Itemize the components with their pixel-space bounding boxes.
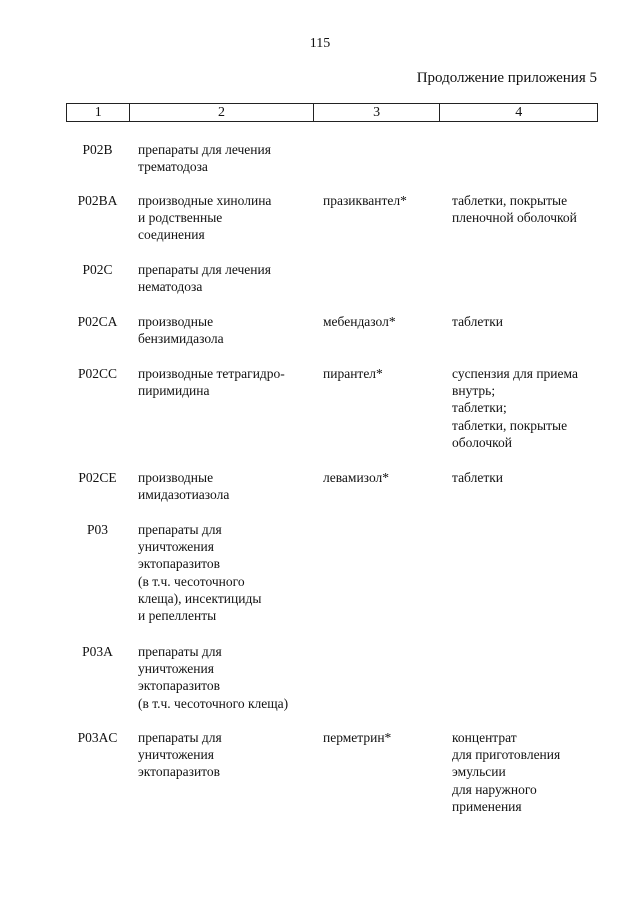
dosage-form-cell-line: таблетки — [452, 470, 504, 485]
dosage-form-cell-line: применения — [452, 798, 522, 814]
description-cell — [138, 313, 318, 347]
dosage-form-cell-line: таблетки; — [452, 400, 507, 416]
dosage-form-cell-line: эмульсии — [452, 764, 506, 780]
description-cell-line: эктопаразитов — [138, 764, 221, 780]
dosage-form-cell — [452, 313, 602, 330]
table-header — [66, 103, 598, 122]
dosage-form-cell-line: таблетки — [452, 314, 504, 329]
drug-name-cell-line: празиквантел* — [323, 193, 407, 208]
description-cell-line: (в т.ч. чесоточного — [138, 573, 245, 589]
atc-code-cell: P03A — [82, 644, 113, 659]
description-cell — [138, 365, 318, 399]
drug-name-cell-line: мебендазол* — [323, 314, 396, 329]
dosage-form-cell — [452, 729, 602, 815]
header-col-4: 4 — [440, 104, 598, 121]
drug-name-cell-line: пирантел* — [323, 366, 383, 381]
atc-code-cell: P02CE — [78, 470, 117, 485]
dosage-form-cell-line: для наружного — [452, 781, 537, 797]
description-cell-line: уничтожения — [138, 539, 214, 555]
description-cell-line: производные хинолина — [138, 193, 272, 208]
drug-name-cell — [323, 729, 445, 746]
description-cell-line: препараты для — [138, 730, 222, 745]
description-cell-line: клеща), инсектициды — [138, 590, 262, 606]
atc-code-cell: P02C — [82, 262, 113, 277]
description-cell — [138, 521, 318, 624]
dosage-form-cell-line: таблетки, покрытые — [452, 193, 568, 208]
description-cell-line: и репелленты — [138, 608, 217, 624]
drug-name-cell-line: левамизол* — [323, 470, 389, 485]
description-cell-line: эктопаразитов — [138, 678, 221, 694]
header-col-3: 3 — [314, 104, 441, 121]
description-cell-line: препараты для лечения — [138, 142, 271, 157]
description-cell-line: препараты для — [138, 522, 222, 537]
dosage-form-cell-line: таблетки, покрытые — [452, 417, 568, 433]
continuation-label: Продолжение приложения 5 — [416, 70, 597, 86]
drug-name-cell — [323, 313, 445, 330]
header-col-1: 1 — [66, 104, 130, 121]
description-cell-line: уничтожения — [138, 747, 214, 763]
description-cell-line: соединения — [138, 227, 205, 243]
atc-code-cell: P02B — [82, 142, 113, 157]
atc-code-cell: P03 — [86, 522, 108, 537]
description-cell-line: производные — [138, 314, 214, 329]
drug-name-cell — [323, 192, 445, 209]
description-cell — [138, 643, 318, 712]
description-cell-line: препараты для — [138, 644, 222, 659]
drug-name-cell — [323, 365, 445, 382]
description-cell — [138, 141, 318, 175]
description-cell-line: пиримидина — [138, 383, 210, 399]
dosage-form-cell-line: суспензия для приема — [452, 366, 578, 381]
description-cell-line: эктопаразитов — [138, 556, 221, 572]
description-cell — [138, 469, 318, 503]
dosage-form-cell-line: пленочной оболочкой — [452, 210, 577, 226]
description-cell-line: трематодоза — [138, 159, 208, 175]
dosage-form-cell-line: внутрь; — [452, 383, 496, 399]
description-cell-line: производные тетрагидро- — [138, 366, 285, 381]
dosage-form-cell-line: для приготовления — [452, 747, 561, 763]
header-col-2: 2 — [130, 104, 313, 121]
drug-table — [66, 103, 598, 814]
description-cell — [138, 729, 318, 781]
description-cell-line: производные — [138, 470, 214, 485]
dosage-form-cell-line: концентрат — [452, 730, 517, 745]
description-cell-line: бензимидазола — [138, 331, 224, 347]
dosage-form-cell — [452, 365, 602, 451]
atc-code-cell: P02CA — [77, 314, 118, 329]
description-cell-line: и родственные — [138, 210, 223, 226]
description-cell-line: уничтожения — [138, 661, 214, 677]
atc-code-cell: P02CC — [77, 366, 118, 381]
dosage-form-cell-line: оболочкой — [452, 434, 512, 450]
description-cell — [138, 261, 318, 295]
page-number: 115 — [309, 36, 331, 51]
description-cell-line: (в т.ч. чесоточного клеща) — [138, 695, 289, 711]
description-cell-line: нематодоза — [138, 279, 203, 295]
dosage-form-cell — [452, 469, 602, 486]
drug-name-cell-line: перметрин* — [323, 730, 392, 745]
atc-code-cell: P03AC — [77, 730, 118, 745]
atc-code-cell: P02BA — [77, 193, 118, 208]
drug-name-cell — [323, 469, 445, 486]
dosage-form-cell — [452, 192, 602, 226]
description-cell-line: препараты для лечения — [138, 262, 271, 277]
description-cell-line: имидазотиазола — [138, 487, 230, 503]
description-cell — [138, 192, 318, 244]
